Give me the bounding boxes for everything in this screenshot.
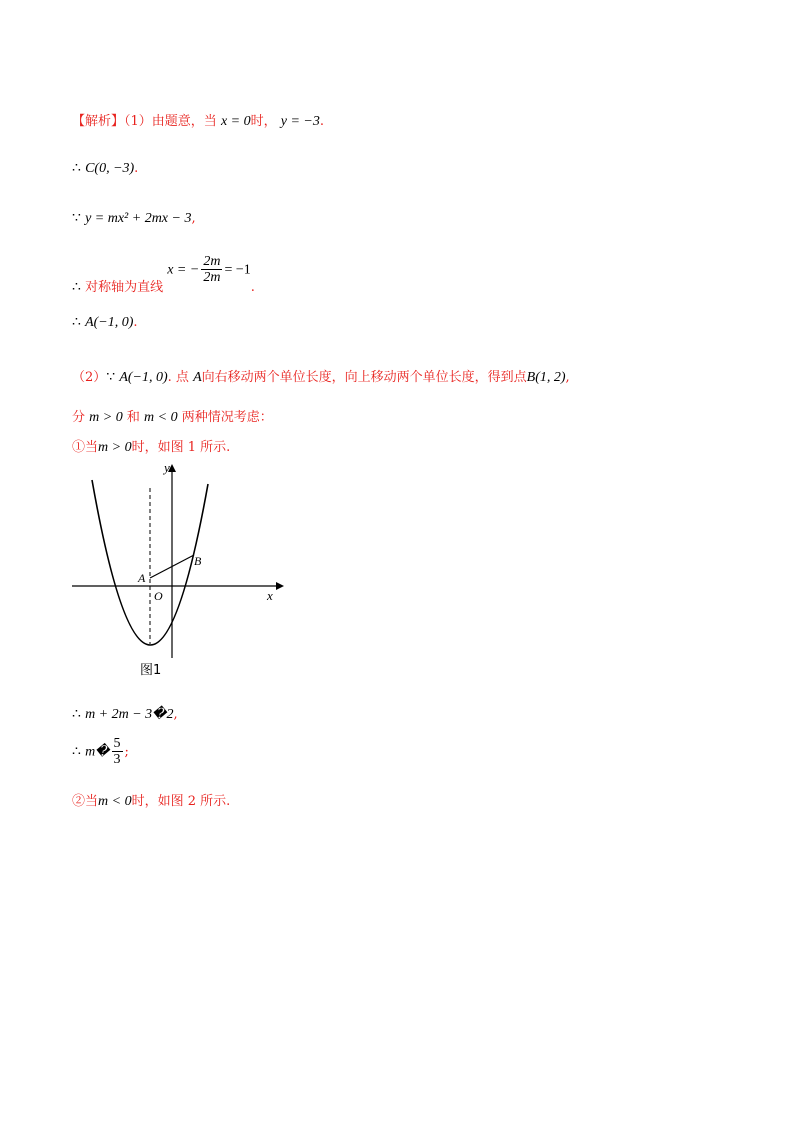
math-point-a: A(−1, 0) xyxy=(119,370,168,385)
math-m-gt-0: m > 0 xyxy=(89,410,123,425)
math-inequality-1: m + 2m − 3�2 xyxy=(85,707,174,722)
label-b: B xyxy=(194,554,202,568)
therefore-symbol: ∴ xyxy=(72,744,81,760)
math-m-inequality: m� xyxy=(85,744,110,760)
period: . xyxy=(134,161,139,176)
therefore-symbol: ∴ xyxy=(72,280,81,296)
analysis-line-5 xyxy=(72,314,138,331)
text-case-2: ②当 xyxy=(72,794,99,809)
analysis-tag: 【解析】 xyxy=(72,114,125,129)
because-symbol: ∵ xyxy=(106,370,116,385)
analysis-line-2 xyxy=(72,160,138,177)
text-when: 时， xyxy=(250,114,277,129)
part-1-intro: （1）由题意，当 xyxy=(124,114,217,129)
comma: , xyxy=(173,707,178,722)
math-eq-neg1: = −1 xyxy=(224,262,251,278)
fraction-denominator: 3 xyxy=(113,752,121,768)
fraction-numerator: 2m xyxy=(203,254,221,269)
comma: , xyxy=(191,211,196,226)
text-and: 和 xyxy=(126,410,140,425)
math-m-gt-0: m > 0 xyxy=(98,440,132,455)
label-o: O xyxy=(154,589,163,603)
comma: , xyxy=(565,370,570,385)
text-axis-of-symmetry: 对称轴为直线 xyxy=(85,280,164,296)
text-translation: 向右移动两个单位长度，向上移动两个单位长度，得到点 xyxy=(201,370,527,385)
math-m-lt-0: m < 0 xyxy=(98,794,132,809)
math-point-a: A(−1, 0) xyxy=(85,315,134,330)
text-two-cases: 两种情况考虑： xyxy=(181,410,273,425)
math-point-b: B(1, 2) xyxy=(526,370,566,385)
math-y-eq-neg3: y = −3 xyxy=(280,114,320,129)
analysis-line-1 xyxy=(72,110,324,130)
figure-caption: 图1 xyxy=(140,663,162,678)
label-y: y xyxy=(164,460,170,475)
text-split: 分 xyxy=(72,410,86,425)
period: . xyxy=(319,114,325,129)
therefore-symbol: ∴ xyxy=(72,315,81,330)
period: . xyxy=(133,315,138,330)
math-point-c: C(0, −3) xyxy=(85,161,135,176)
analysis-line-8 xyxy=(72,436,230,456)
text-point: . 点 xyxy=(167,370,189,385)
analysis-line-10 xyxy=(72,736,129,768)
text-case-1: ①当 xyxy=(72,440,99,455)
analysis-line-6 xyxy=(72,366,570,386)
label-a: A xyxy=(138,571,146,585)
math-x-eq-0: x = 0 xyxy=(220,114,251,129)
analysis-line-3 xyxy=(72,210,196,227)
x-axis-arrow-icon xyxy=(276,582,284,590)
math-m-lt-0: m < 0 xyxy=(144,410,178,425)
text-see-figure-2: 时，如图 2 所示. xyxy=(131,794,231,809)
math-x-eq-neg: x = − xyxy=(167,262,200,278)
part-2-intro: （2） xyxy=(72,370,107,385)
figure-1 xyxy=(66,458,286,688)
math-parabola-equation: y = mx² + 2mx − 3 xyxy=(85,211,192,226)
math-label-a: A xyxy=(193,370,202,385)
text-see-figure-1: 时，如图 1 所示. xyxy=(131,440,231,455)
analysis-line-4 xyxy=(72,254,255,296)
therefore-symbol: ∴ xyxy=(72,161,81,176)
semicolon: ; xyxy=(124,744,129,760)
analysis-line-9 xyxy=(72,706,178,723)
analysis-line-7 xyxy=(72,406,273,426)
because-symbol: ∵ xyxy=(72,211,81,226)
analysis-line-11 xyxy=(72,790,230,810)
fraction-5-over-3 xyxy=(112,736,123,768)
period: . xyxy=(250,280,255,296)
therefore-symbol: ∴ xyxy=(72,707,81,722)
label-x: x xyxy=(267,588,273,603)
fraction-denominator: 2m xyxy=(203,270,221,286)
fraction-numerator: 5 xyxy=(113,736,121,751)
fraction-2m-over-2m xyxy=(201,254,222,286)
